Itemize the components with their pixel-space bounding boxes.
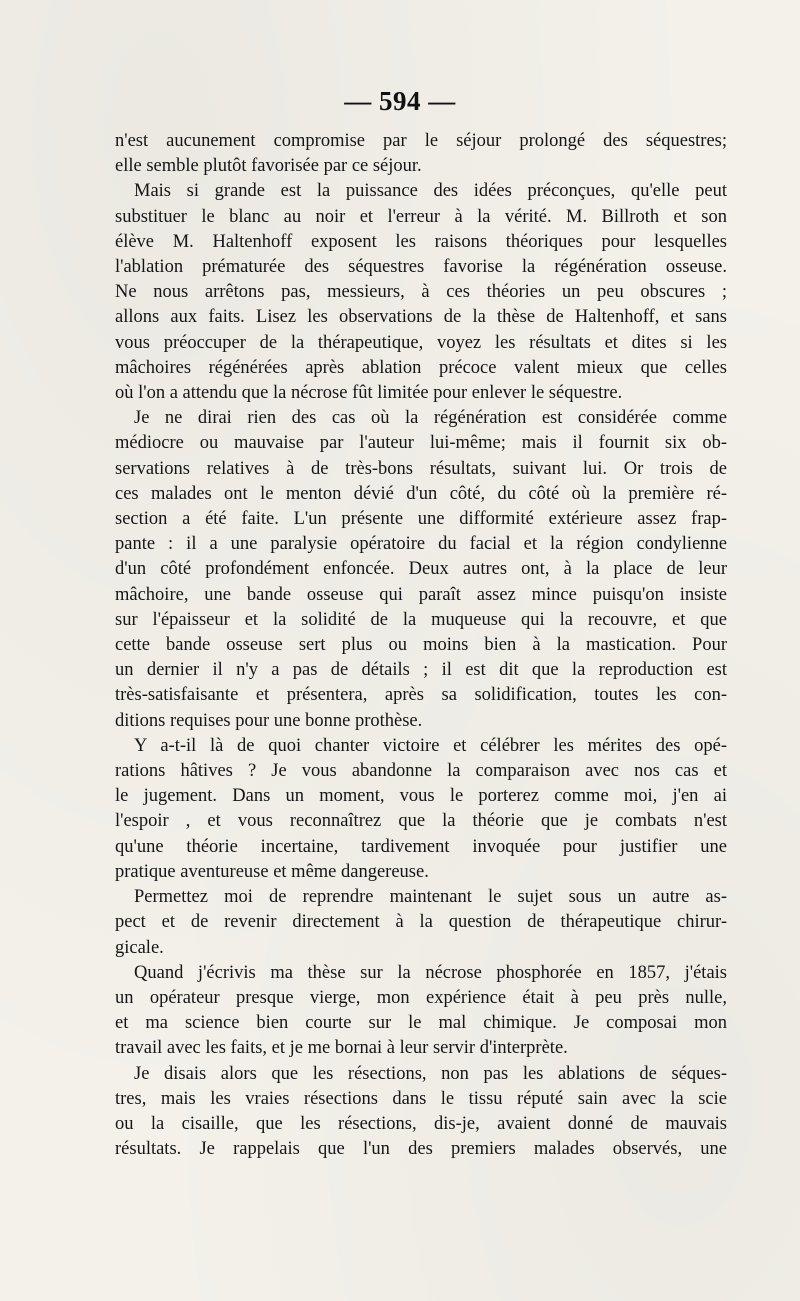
text-line: servations relatives à de très-bons résultats, suivant lui. Or trois de [115,458,727,479]
text-line: tres, mais les vraies résections dans le tissu réputé sain avec la scie [115,1088,727,1109]
text-line: où l'on a attendu que la nécrose fût limitée pour enlever le séquestre. [115,383,623,404]
text-line: pect et de revenir directement à la question de thérapeutique chirur- [115,912,727,933]
text-line: sur l'épaisseur et la solidité de la muqueuse qui la recouvre, et que [115,609,727,630]
text-line: rations hâtives ? Je vous abandonne la comparaison avec nos cas et [115,761,727,782]
text-line: élève M. Haltenhoff exposent les raisons théoriques pour lesquelles [115,231,727,252]
text-line: pratique aventureuse et même dangereuse. [115,861,429,882]
page-number: — 594 — [344,86,456,116]
text-line: Permettez moi de reprendre maintenant le sujet sous un autre as- [134,887,727,908]
text-line: Mais si grande est la puissance des idées préconçues, qu'elle peut [134,181,727,202]
text-line: un dernier il n'y a pas de détails ; il est dit que la reproduction est [115,660,727,681]
text-line: très-satisfaisante et présentera, après sa solidification, toutes les con- [115,685,727,706]
text-line: d'un côté profondément enfoncée. Deux autres ont, à la place de leur [115,559,727,580]
text-line: travail avec les faits, et je me bornai à leur servir d'interprète. [115,1038,568,1059]
text-line: Quand j'écrivis ma thèse sur la nécrose phosphorée en 1857, j'étais [134,962,727,983]
text-line: Y a-t-il là de quoi chanter victoire et célébrer les mérites des opé- [134,735,727,756]
text-line: médiocre ou mauvaise par l'auteur lui-même; mais il fournit six ob- [115,433,727,454]
text-line: mâchoires régénérées après ablation précoce valent mieux que celles [115,357,727,378]
text-line: ou la cisaille, que les résections, dis-je, avaient donné de mauvais [115,1113,727,1134]
text-line: résultats. Je rappelais que l'un des premiers malades observés, une [115,1139,727,1160]
text-line: allons aux faits. Lisez les observations de la thèse de Haltenhoff, et sans [115,307,727,328]
text-line: n'est aucunement compromise par le séjour prolongé des séquestres; [115,131,727,151]
text-line: qu'une théorie incertaine, tardivement invoquée pour justifier une [115,836,727,857]
text-line: gicale. [115,937,164,958]
text-line: vous préoccuper de la thérapeutique, voyez les résultats et dites si les [115,332,727,353]
text-line: l'ablation prématurée des séquestres favorise la régénération osseuse. [115,257,727,278]
text-line: cette bande osseuse sert plus ou moins bien à la mastication. Pour [115,635,727,656]
text-line: section a été faite. L'un présente une difformité extérieure assez frap- [115,509,727,530]
text-line: et ma science bien courte sur le mal chimique. Je composai mon [115,1013,727,1034]
text-line: Je ne dirai rien des cas où la régénération est considérée comme [134,408,727,429]
text-line: substituer le blanc au noir et l'erreur à la vérité. M. Billroth et son [115,206,727,227]
text-line: le jugement. Dans un moment, vous le porterez comme moi, j'en ai [115,786,727,807]
text-line: ces malades ont le menton dévié d'un côté, du côté où la première ré- [115,483,727,504]
text-line: mâchoire, une bande osseuse qui paraît assez mince puisqu'on insiste [115,584,727,605]
text-line: ditions requises pour une bonne prothèse. [115,710,423,731]
text-line: un opérateur presque vierge, mon expérience était à peu près nulle, [115,987,727,1008]
body-text [115,129,727,1162]
text-line: Ne nous arrêtons pas, messieurs, à ces théories un peu obscures ; [115,282,727,303]
text-line: pante : il a une paralysie opératoire du facial et la région condylienne [115,534,727,555]
text-line: l'espoir , et vous reconnaîtrez que la théorie que je combats n'est [115,811,727,832]
text-line: elle semble plutôt favorisée par ce séjour. [115,156,422,177]
text-line: Je disais alors que les résections, non pas les ablations de séques- [134,1063,727,1084]
